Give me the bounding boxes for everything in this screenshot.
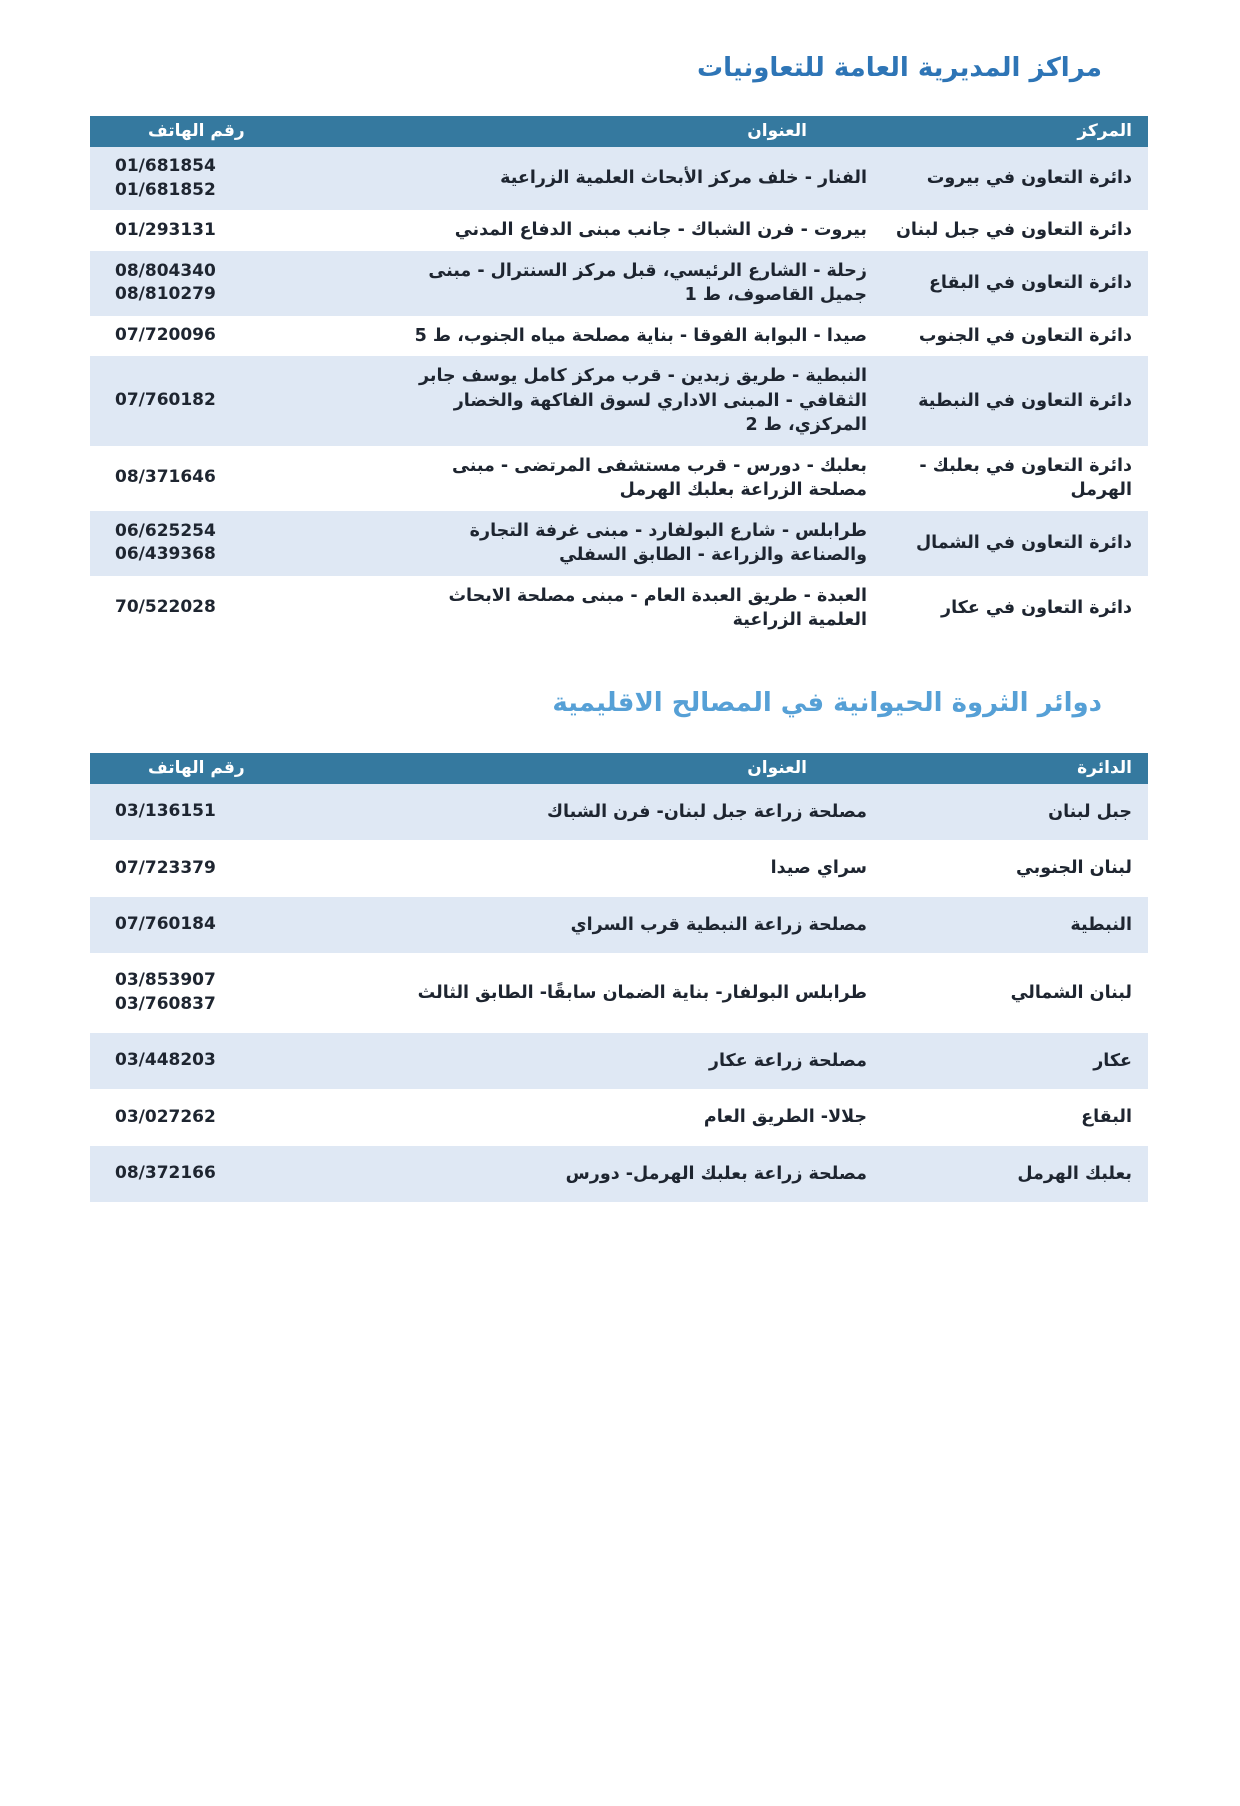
table-row bbox=[90, 511, 1148, 576]
section2-title: دوائر الثروة الحيوانية في المصالح الاقليمية bbox=[552, 687, 1102, 718]
cell-address: النبطية - طريق زبدين - قرب مركز كامل يوسف جابر الثقافي - المبنى الاداري لسوق الفاكهة والخضار المركزي، ط 2 bbox=[419, 366, 867, 436]
cell-department: البقاع bbox=[1081, 1107, 1132, 1128]
cell-center: دائرة التعاون في جبل لبنان bbox=[895, 220, 1132, 241]
cell-address: بعلبك - دورس - قرب مستشفى المرتضى - مبنى مصلحة الزراعة بعلبك الهرمل bbox=[451, 455, 867, 501]
table-row bbox=[90, 316, 1148, 357]
cell-phone bbox=[90, 784, 334, 841]
table-header-row bbox=[90, 116, 1148, 147]
cell-department: لبنان الجنوبي bbox=[1015, 858, 1132, 879]
cell-center: دائرة التعاون في بعلبك - الهرمل bbox=[919, 455, 1132, 501]
cell-phone bbox=[90, 446, 334, 511]
phone-number: 03/760837 bbox=[115, 993, 216, 1014]
cell-phone bbox=[90, 953, 334, 1033]
phone-number: 70/522028 bbox=[115, 597, 216, 618]
cell-phone bbox=[90, 1033, 334, 1090]
col-header-phone: رقم الهاتف bbox=[90, 116, 334, 147]
cell-center: دائرة التعاون في الشمال bbox=[915, 533, 1132, 554]
table-row bbox=[90, 147, 1148, 211]
phone-number: 03/853907 bbox=[115, 970, 216, 991]
cell-address: العبدة - طريق العبدة العام - مبنى مصلحة الابحاث العلمية الزراعية bbox=[448, 585, 867, 631]
cell-phone bbox=[90, 356, 334, 446]
cell-address: جلالا- الطريق العام bbox=[703, 1107, 867, 1128]
phone-number: 06/625254 bbox=[115, 520, 216, 541]
cell-phone bbox=[90, 1146, 334, 1203]
col-header-department: الدائرة bbox=[885, 753, 1148, 784]
cell-address: صيدا - البوابة الفوقا - بناية مصلحة مياه الجنوب، ط 5 bbox=[414, 325, 867, 346]
table-header-row bbox=[90, 753, 1148, 784]
cell-address: سراي صيدا bbox=[770, 858, 867, 879]
table-row bbox=[90, 784, 1148, 841]
phone-number: 01/681854 bbox=[115, 155, 216, 176]
col-header-center: المركز bbox=[885, 116, 1148, 147]
cell-phone bbox=[90, 576, 334, 641]
cell-address: زحلة - الشارع الرئيسي، قبل مركز السنترال - مبنى جميل القاصوف، ط 1 bbox=[428, 260, 867, 306]
cell-center: دائرة التعاون في الجنوب bbox=[918, 325, 1132, 346]
phone-number: 03/027262 bbox=[115, 1106, 216, 1127]
cell-center: دائرة التعاون في عكار bbox=[941, 598, 1132, 619]
cell-department: النبطية bbox=[1070, 914, 1132, 935]
phone-number: 01/681852 bbox=[115, 179, 216, 200]
table-row bbox=[90, 446, 1148, 511]
cell-department: عكار bbox=[1093, 1050, 1132, 1071]
cell-department: لبنان الشمالي bbox=[1010, 982, 1132, 1003]
cell-address: الفنار - خلف مركز الأبحاث العلمية الزراعية bbox=[500, 168, 867, 189]
table-row bbox=[90, 210, 1148, 251]
phone-number: 08/372166 bbox=[115, 1163, 216, 1184]
cell-phone bbox=[90, 251, 334, 316]
table-row bbox=[90, 840, 1148, 897]
cell-address: بيروت - فرن الشباك - جانب مبنى الدفاع المدني bbox=[454, 220, 867, 241]
phone-number: 07/720096 bbox=[115, 325, 216, 346]
cell-address: مصلحة زراعة عكار bbox=[708, 1050, 867, 1071]
col-header-address: العنوان bbox=[334, 753, 885, 784]
phone-number: 01/293131 bbox=[115, 219, 216, 240]
table-row bbox=[90, 1089, 1148, 1146]
cell-department: بعلبك الهرمل bbox=[1017, 1163, 1132, 1184]
cell-phone bbox=[90, 316, 334, 357]
cell-department: جبل لبنان bbox=[1048, 801, 1132, 822]
cooperatives-centers-table bbox=[90, 116, 1148, 641]
col-header-address: العنوان bbox=[334, 116, 885, 147]
cell-center: دائرة التعاون في النبطية bbox=[918, 390, 1132, 411]
cell-phone bbox=[90, 210, 334, 251]
phone-number: 08/810279 bbox=[115, 284, 216, 305]
phone-number: 07/760184 bbox=[115, 914, 216, 935]
phone-number: 07/723379 bbox=[115, 857, 216, 878]
table-row bbox=[90, 1033, 1148, 1090]
cell-phone bbox=[90, 897, 334, 954]
cell-address: مصلحة زراعة النبطية قرب السراي bbox=[570, 914, 867, 935]
phone-number: 03/448203 bbox=[115, 1050, 216, 1071]
table-row bbox=[90, 1146, 1148, 1203]
cell-address: مصلحة زراعة بعلبك الهرمل- دورس bbox=[565, 1163, 867, 1184]
cell-center: دائرة التعاون في البقاع bbox=[928, 273, 1132, 294]
section1-title: مراكز المديرية العامة للتعاونيات bbox=[696, 53, 1102, 83]
cell-phone bbox=[90, 840, 334, 897]
phone-number: 06/439368 bbox=[115, 544, 216, 565]
cell-phone bbox=[90, 147, 334, 211]
phone-number: 08/371646 bbox=[115, 467, 216, 488]
cell-phone bbox=[90, 511, 334, 576]
table-row bbox=[90, 953, 1148, 1033]
cell-address: طرابلس البولفار- بناية الضمان سابقًا- الطابق الثالث bbox=[417, 982, 867, 1003]
cell-center: دائرة التعاون في بيروت bbox=[926, 168, 1132, 189]
table-row bbox=[90, 897, 1148, 954]
phone-number: 03/136151 bbox=[115, 801, 216, 822]
phone-number: 07/760182 bbox=[115, 390, 216, 411]
cell-address: طرابلس - شارع البولفارد - مبنى غرفة التجارة والصناعة والزراعة - الطابق السفلي bbox=[469, 520, 867, 566]
animal-wealth-departments-table bbox=[90, 753, 1148, 1203]
table-row bbox=[90, 356, 1148, 446]
col-header-phone: رقم الهاتف bbox=[90, 753, 334, 784]
cell-address: مصلحة زراعة جبل لبنان- فرن الشباك bbox=[546, 801, 867, 822]
table-row bbox=[90, 251, 1148, 316]
phone-number: 08/804340 bbox=[115, 260, 216, 281]
table-row bbox=[90, 576, 1148, 641]
page-content bbox=[90, 52, 1148, 1202]
cell-phone bbox=[90, 1089, 334, 1146]
